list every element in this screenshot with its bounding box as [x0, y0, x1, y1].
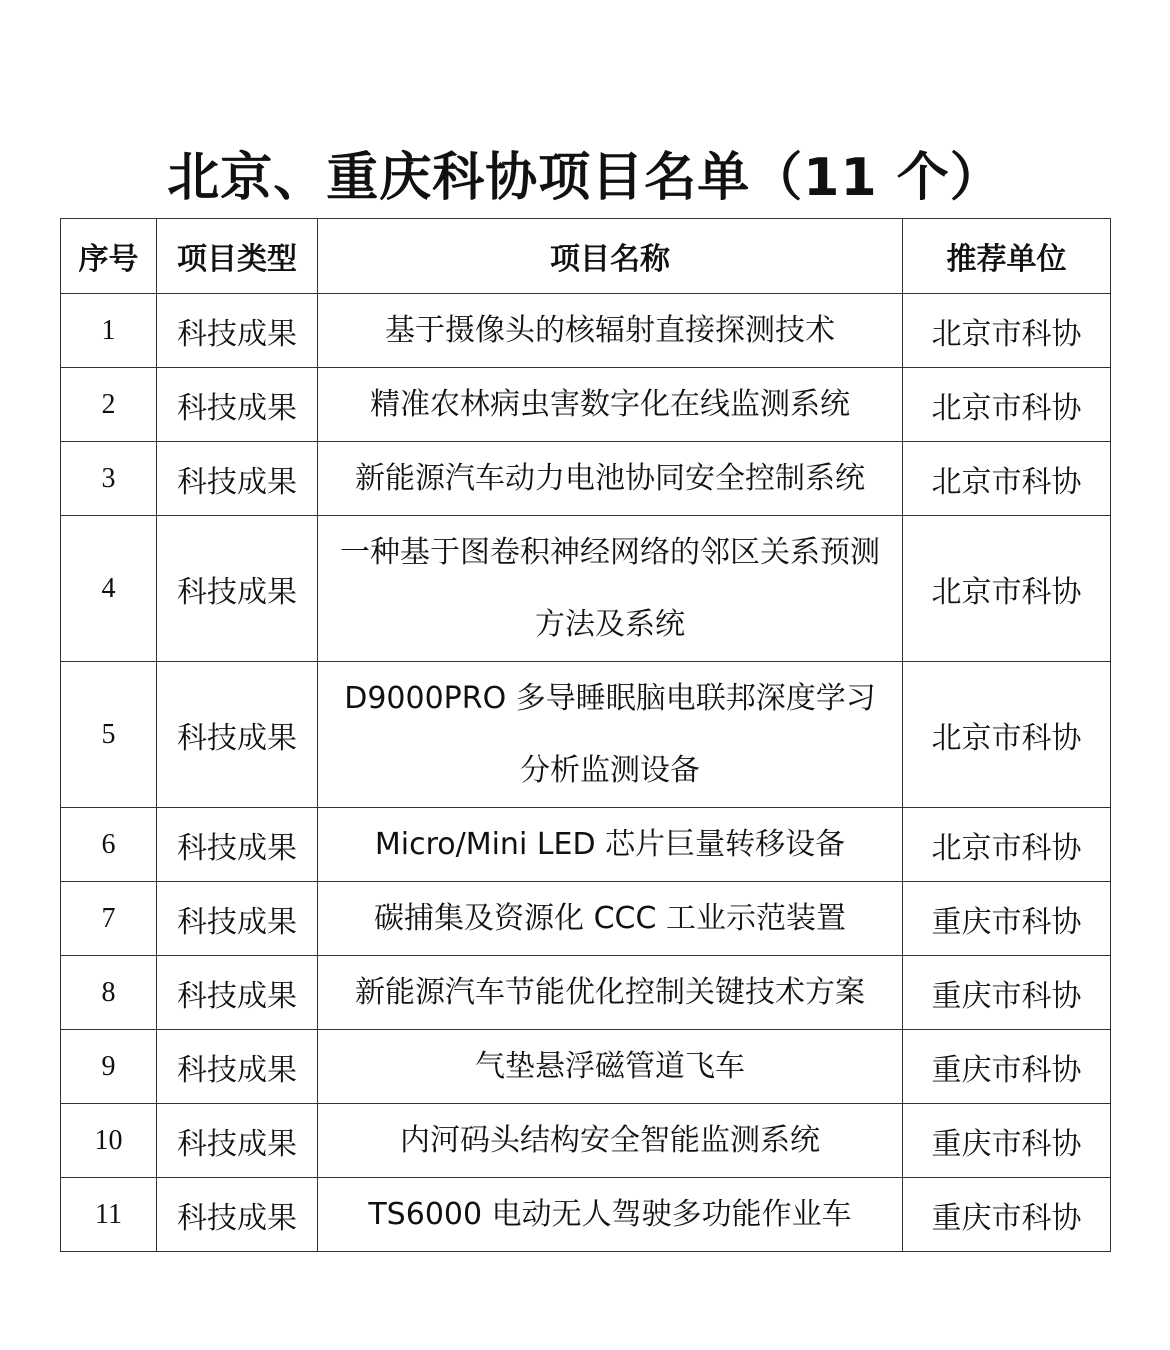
- cell-type: 科技成果: [157, 442, 318, 516]
- cell-name: 精准农林病虫害数字化在线监测系统: [318, 368, 903, 442]
- header-no: 序号: [61, 219, 157, 294]
- cell-no: 5: [61, 662, 157, 808]
- cell-no: 4: [61, 516, 157, 662]
- cell-no: 10: [61, 1104, 157, 1178]
- table-row: [61, 1104, 1111, 1178]
- cell-no: 8: [61, 956, 157, 1030]
- table-row: [61, 1030, 1111, 1104]
- cell-name: TS6000 电动无人驾驶多功能作业车: [318, 1178, 903, 1252]
- project-table: [60, 218, 1111, 1252]
- cell-unit: 北京市科协: [903, 442, 1111, 516]
- page-title: 北京、重庆科协项目名单（11 个）: [167, 148, 1003, 208]
- cell-unit: 重庆市科协: [903, 1178, 1111, 1252]
- cell-unit: 北京市科协: [903, 516, 1111, 662]
- table-row: [61, 442, 1111, 516]
- cell-no: 1: [61, 294, 157, 368]
- cell-no: 3: [61, 442, 157, 516]
- cell-unit: 重庆市科协: [903, 1104, 1111, 1178]
- cell-type: 科技成果: [157, 294, 318, 368]
- cell-type: 科技成果: [157, 516, 318, 662]
- cell-name: Micro/Mini LED 芯片巨量转移设备: [318, 808, 903, 882]
- cell-no: 9: [61, 1030, 157, 1104]
- cell-name: 碳捕集及资源化 CCC 工业示范装置: [318, 882, 903, 956]
- cell-name: 新能源汽车动力电池协同安全控制系统: [318, 442, 903, 516]
- table-row: [61, 516, 1111, 662]
- header-name: 项目名称: [318, 219, 903, 294]
- cell-type: 科技成果: [157, 1104, 318, 1178]
- cell-name: 一种基于图卷积神经网络的邻区关系预测方法及系统: [318, 516, 903, 662]
- cell-type: 科技成果: [157, 662, 318, 808]
- cell-unit: 北京市科协: [903, 808, 1111, 882]
- cell-no: 11: [61, 1178, 157, 1252]
- cell-unit: 北京市科协: [903, 662, 1111, 808]
- table-row: [61, 368, 1111, 442]
- cell-type: 科技成果: [157, 1178, 318, 1252]
- cell-unit: 北京市科协: [903, 294, 1111, 368]
- table-row: [61, 882, 1111, 956]
- cell-type: 科技成果: [157, 882, 318, 956]
- cell-name: 基于摄像头的核辐射直接探测技术: [318, 294, 903, 368]
- table-row: [61, 294, 1111, 368]
- cell-name: D9000PRO 多导睡眠脑电联邦深度学习分析监测设备: [318, 662, 903, 808]
- cell-unit: 重庆市科协: [903, 882, 1111, 956]
- cell-type: 科技成果: [157, 956, 318, 1030]
- cell-name: 内河码头结构安全智能监测系统: [318, 1104, 903, 1178]
- cell-type: 科技成果: [157, 808, 318, 882]
- header-type: 项目类型: [157, 219, 318, 294]
- table-row: [61, 662, 1111, 808]
- cell-no: 6: [61, 808, 157, 882]
- table-row: [61, 808, 1111, 882]
- cell-type: 科技成果: [157, 1030, 318, 1104]
- table-row: [61, 956, 1111, 1030]
- cell-unit: 北京市科协: [903, 368, 1111, 442]
- cell-name: 气垫悬浮磁管道飞车: [318, 1030, 903, 1104]
- cell-no: 7: [61, 882, 157, 956]
- header-unit: 推荐单位: [903, 219, 1111, 294]
- cell-unit: 重庆市科协: [903, 1030, 1111, 1104]
- cell-no: 2: [61, 368, 157, 442]
- cell-type: 科技成果: [157, 368, 318, 442]
- cell-unit: 重庆市科协: [903, 956, 1111, 1030]
- cell-name: 新能源汽车节能优化控制关键技术方案: [318, 956, 903, 1030]
- table-header-row: [61, 219, 1111, 294]
- table-row: [61, 1178, 1111, 1252]
